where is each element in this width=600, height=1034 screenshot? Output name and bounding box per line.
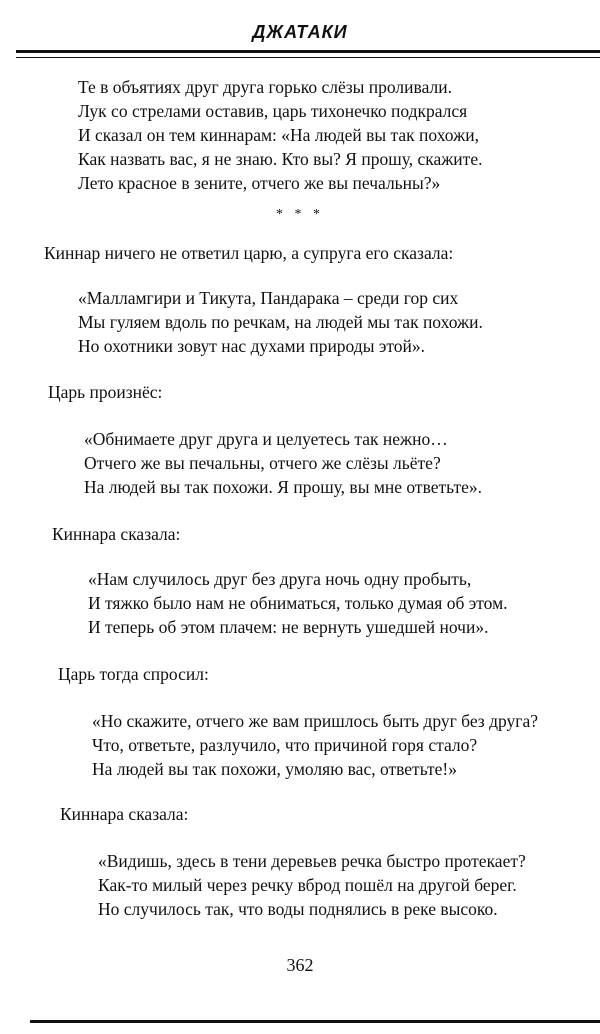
verse-line: Лето красное в зените, отчего же вы печальны?»: [78, 173, 441, 193]
page-edge-shadow: [30, 1020, 600, 1023]
header-rule-thin: [16, 57, 600, 58]
verse-line: Но охотники зовут нас духами природы этой».: [78, 336, 426, 356]
running-head: ДЖАТАКИ: [252, 22, 348, 42]
verse-line: Как-то милый через речку вброд пошёл на другой берег.: [98, 875, 517, 895]
verse-line: «Но скажите, отчего же вам пришлось быть друг без друга?: [92, 711, 538, 731]
verse-line: Но случилось так, что воды поднялись в реке высоко.: [98, 899, 498, 919]
verse-line: И теперь об этом плачем: не вернуть ушедшей ночи».: [88, 617, 489, 637]
verse-line: Что, ответьте, разлучило, что причиной горя стало?: [92, 735, 478, 755]
verse-line: На людей вы так похожи, умоляю вас, ответьте!»: [92, 759, 458, 779]
verse-line: «Малламгири и Тикута, Пандаракa – среди гор сих: [78, 288, 459, 308]
prose-line: Царь тогда спросил:: [58, 664, 209, 684]
prose-line: Киннара сказала:: [60, 804, 189, 824]
prose-line: Царь произнёс:: [48, 382, 163, 402]
verse-line: Мы гуляем вдоль по речкам, на людей мы так похожи.: [78, 312, 483, 332]
verse-line: И сказал он тем киннарам: «На людей вы так похожи,: [78, 125, 479, 145]
page-number: 362: [286, 955, 314, 975]
verse-line: Те в объятиях друг друга горько слёзы проливали.: [78, 77, 452, 97]
section-separator: * * *: [276, 207, 324, 222]
verse-line: «Видишь, здесь в тени деревьев речка быстро протекает?: [98, 851, 526, 871]
prose-line: Киннара сказала:: [52, 524, 181, 544]
header-rule-thick: [16, 50, 600, 53]
verse-line: Отчего же вы печальны, отчего же слёзы льёте?: [84, 453, 441, 473]
verse-line: На людей вы так похожи. Я прошу, вы мне ответьте».: [84, 477, 483, 497]
verse-line: Лук со стрелами оставив, царь тихонечко подкрался: [78, 101, 468, 121]
verse-line: Как назвать вас, я не знаю. Кто вы? Я прошу, скажите.: [78, 149, 483, 169]
prose-line: Киннар ничего не ответил царю, а супруга его сказала:: [44, 243, 454, 263]
verse-line: И тяжко было нам не обниматься, только думая об этом.: [88, 593, 508, 613]
verse-line: «Нам случилось друг без друга ночь одну пробыть,: [88, 569, 472, 589]
verse-line: «Обнимаете друг друга и целуетесь так нежно…: [84, 429, 448, 449]
